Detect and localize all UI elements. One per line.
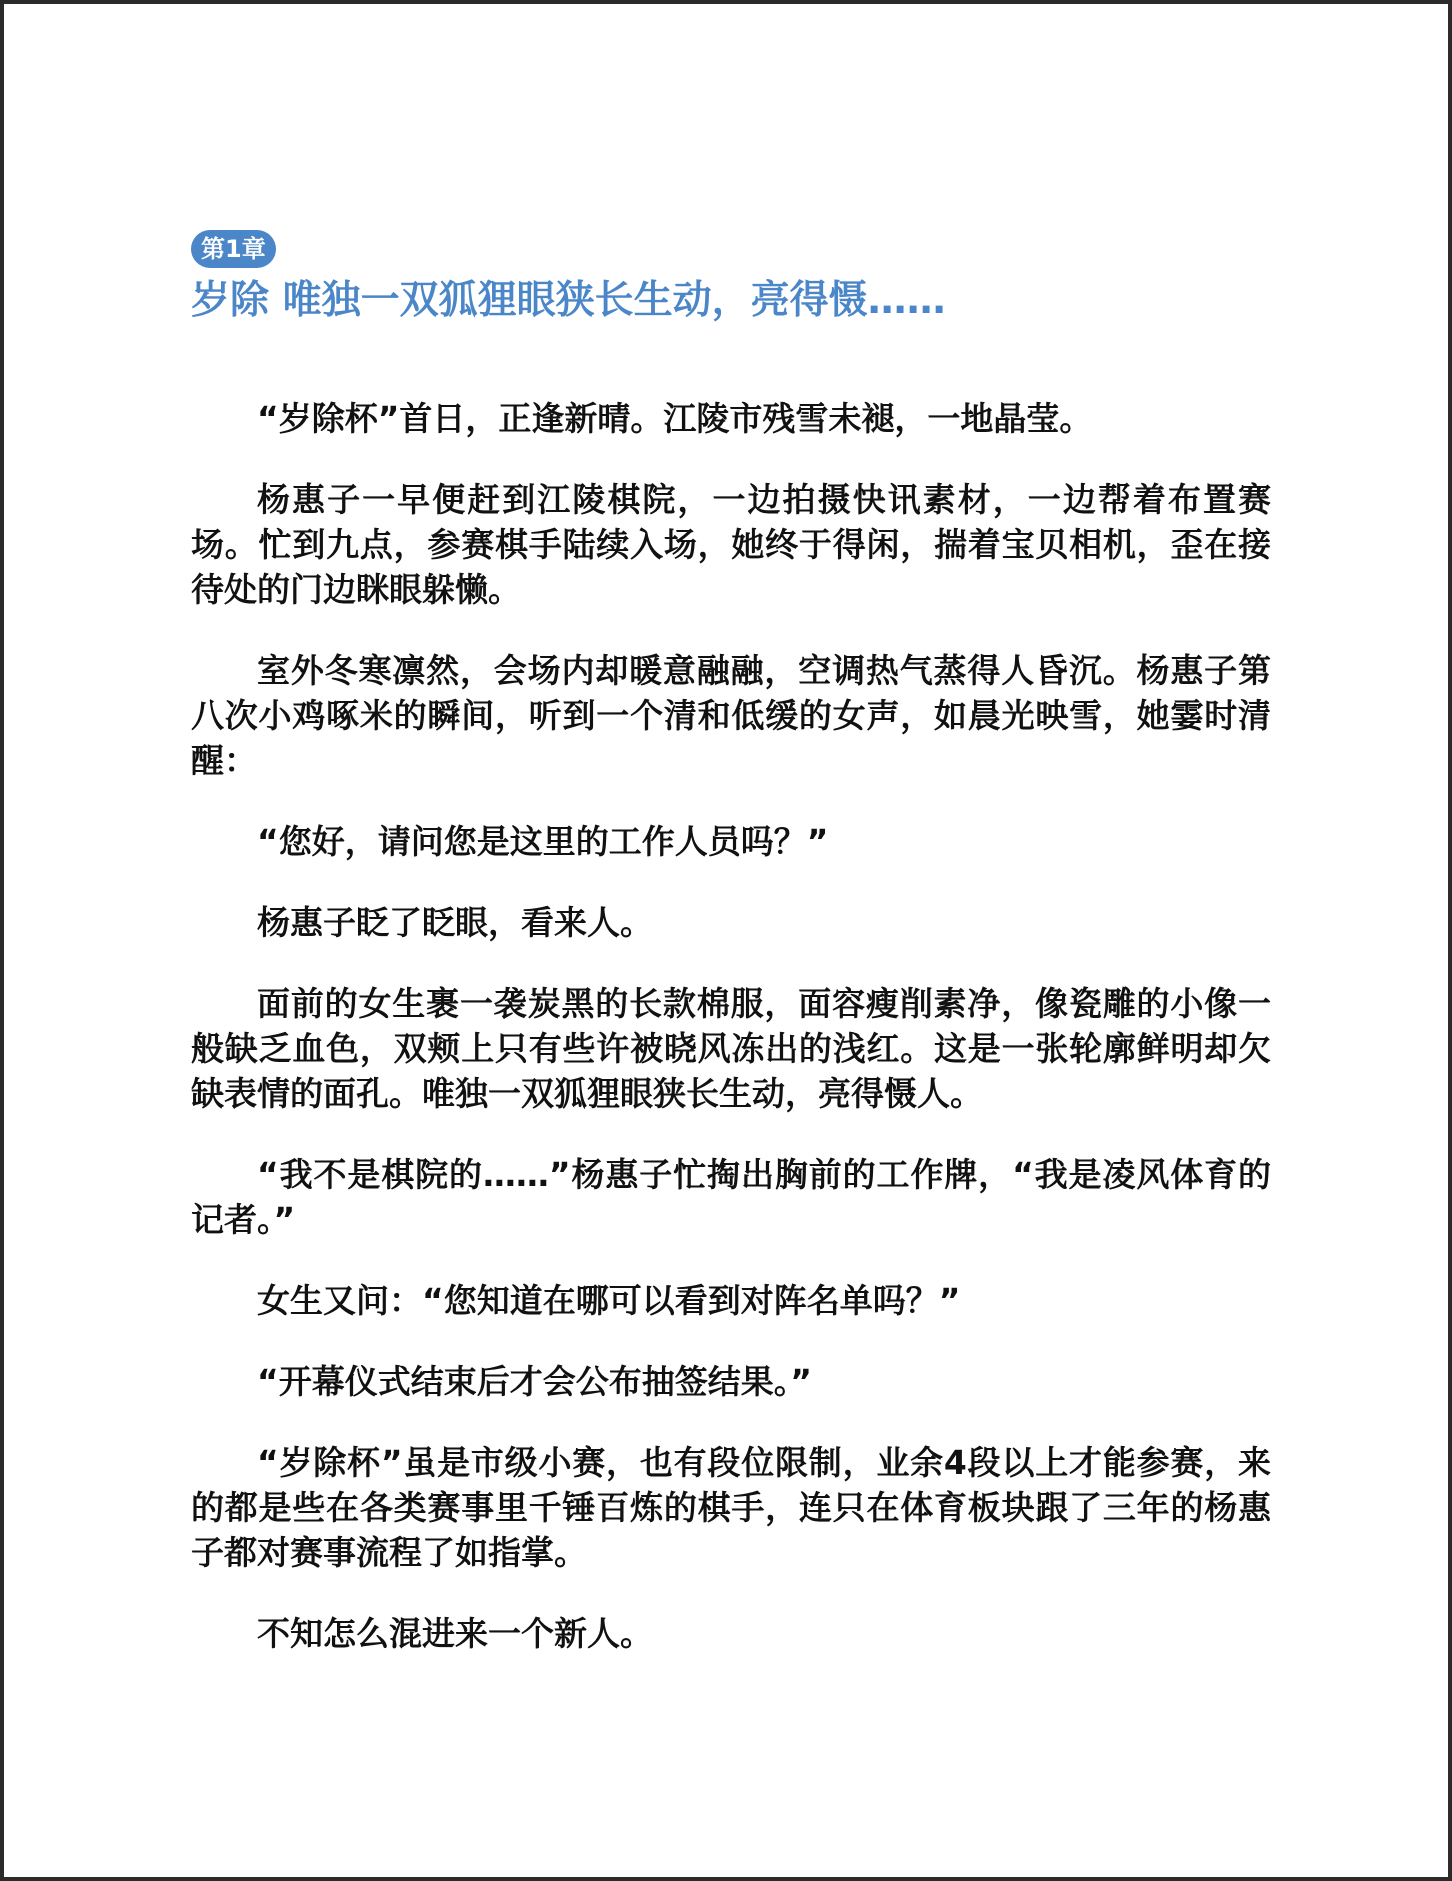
body-text: [191, 396, 1271, 1656]
paragraph-8: 女生又问：“您知道在哪可以看到对阵名单吗？”: [257, 1281, 961, 1320]
paragraph-3: 室外冬寒凛然，会场内却暖意融融，空调热气蒸得人昏沉。杨惠子第八次小鸡啄米的瞬间，听到一个清和低缓的女声，如晨光映雪，她霎时清醒：: [191, 651, 1271, 780]
paragraph-6: 面前的女生裹一袭炭黑的长款棉服，面容瘦削素净，像瓷雕的小像一般缺乏血色，双颊上只有些许被晓风冻出的浅红。这是一张轮廓鲜明却欠缺表情的面孔。唯独一双狐狸眼狭长生动，亮得慑人。: [191, 984, 1271, 1113]
chapter-title: 岁除 唯独一双狐狸眼狭长生动，亮得慑……: [191, 278, 946, 323]
paragraph-4: “您好，请问您是这里的工作人员吗？”: [257, 822, 829, 861]
paragraph-1: “岁除杯”首日，正逢新晴。江陵市残雪未褪，一地晶莹。: [257, 399, 1093, 438]
paragraph-10: “岁除杯”虽是市级小赛，也有段位限制，业余4段以上才能参赛，来的都是些在各类赛事里千锤百炼的棋手，连只在体育板块跟了三年的杨惠子都对赛事流程了如指掌。: [191, 1443, 1271, 1572]
paragraph-11: 不知怎么混进来一个新人。: [257, 1614, 653, 1653]
paragraph-5: 杨惠子眨了眨眼，看来人。: [257, 903, 653, 942]
paragraph-7: “我不是棋院的……”杨惠子忙掏出胸前的工作牌，“我是凌风体育的记者。”: [191, 1155, 1271, 1239]
chapter-badge: 第1章: [191, 230, 276, 268]
page-content: [191, 230, 1271, 1692]
paragraph-9: “开幕仪式结束后才会公布抽签结果。”: [257, 1362, 812, 1401]
paragraph-2: 杨惠子一早便赶到江陵棋院，一边拍摄快讯素材，一边帮着布置赛场。忙到九点，参赛棋手陆续入场，她终于得闲，揣着宝贝相机，歪在接待处的门边眯眼躲懒。: [191, 480, 1271, 609]
